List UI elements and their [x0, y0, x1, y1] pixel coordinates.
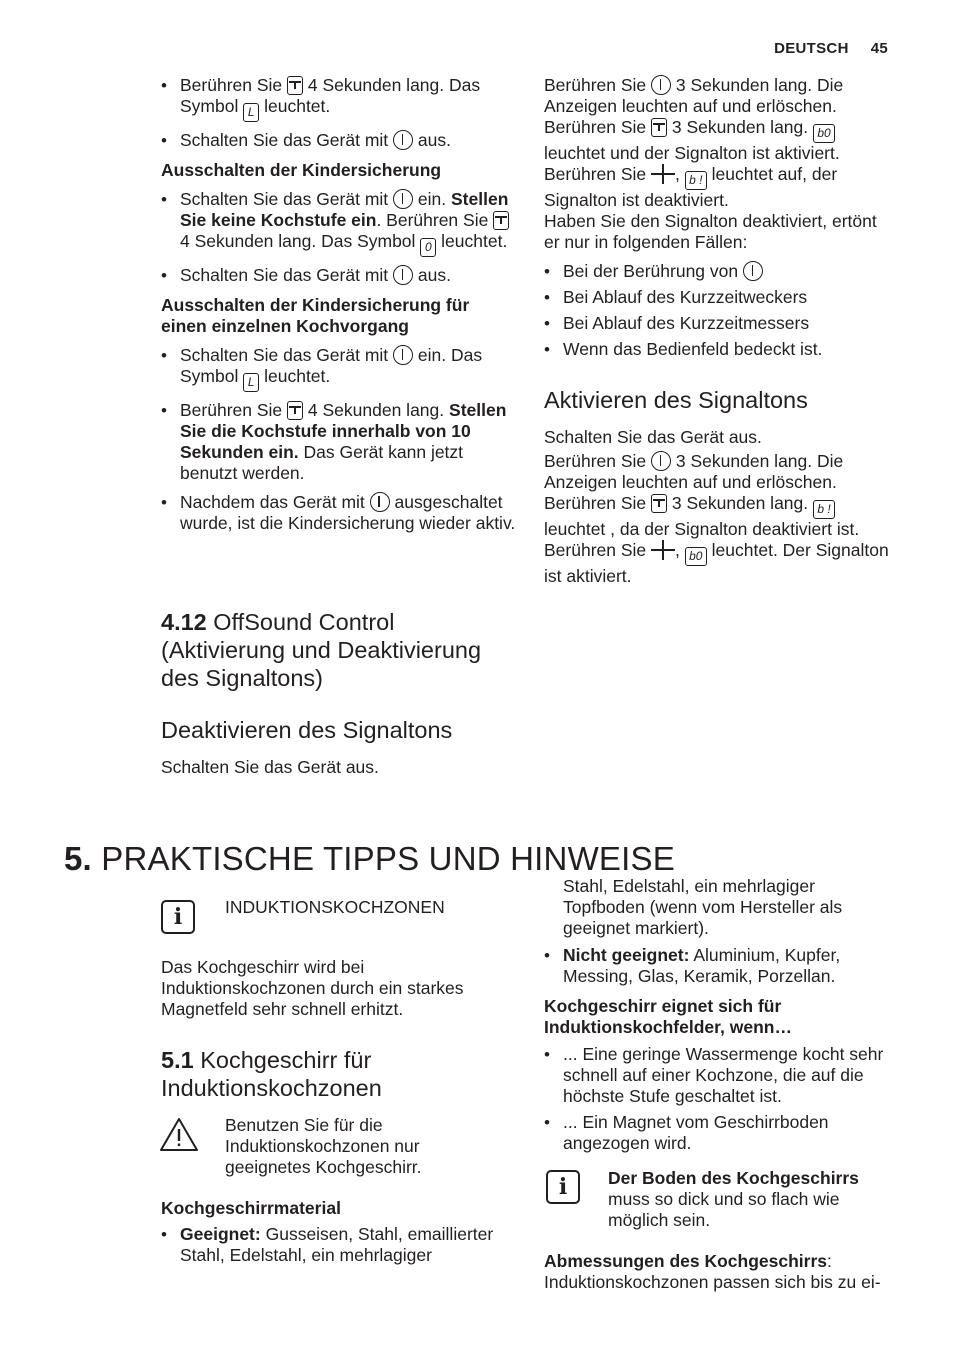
- section-5-1-heading: 5.1 Kochgeschirr für Induktionskochzonen: [161, 1047, 382, 1101]
- display-b0-icon: b0: [813, 124, 835, 143]
- deactivate-text: Schalten Sie das Gerät aus.: [161, 757, 379, 777]
- deactivate-heading: Deaktivieren des Signaltons: [161, 717, 453, 743]
- suitability-subheading: Kochgeschirr eignet sich für Induktionskochfelder, wenn…: [544, 996, 792, 1037]
- list-item: • Berühren Sie 4 Sekunden lang. Stellen Sie die Kochstufe innerhalb von 10 Sekunden ein. Das Gerät kann jetzt benutzt werden.: [161, 400, 516, 484]
- plus-icon: [651, 164, 675, 184]
- lock-key-icon: [651, 118, 667, 137]
- info-text: INDUKTIONSKOCHZONEN: [225, 897, 445, 917]
- list-item: • Schalten Sie das Gerät mit ein. Stellen Sie keine Kochstufe ein. Berühren Sie 4 Sekunden lang. Das Symbol 0 leuchtet.: [161, 189, 516, 257]
- info-icon: i: [546, 1170, 580, 1204]
- list-item: • ... Ein Magnet vom Geschirrboden angezogen wird.: [544, 1112, 896, 1154]
- list-item-geeignet-continued: • Stahl, Edelstahl, ein mehrlagiger Topfboden (wenn vom Hersteller als geeignet markiert).: [544, 876, 886, 940]
- left-column: [161, 75, 516, 534]
- power-icon: [743, 261, 763, 281]
- lock-key-icon: [287, 401, 303, 420]
- display-l-icon: L: [243, 103, 259, 122]
- paragraph: Haben Sie den Signalton deaktiviert, ertönt er nur in folgenden Fällen:: [544, 211, 877, 252]
- subheading: Ausschalten der Kindersicherung für einen einzelnen Kochvorgang: [161, 295, 470, 336]
- list-item: • Schalten Sie das Gerät mit aus.: [161, 130, 516, 151]
- list-item: • ... Eine geringe Wassermenge kocht sehr schnell auf einer Kochzone, die auf die höchste Stufe geschaltet ist.: [544, 1044, 896, 1107]
- warning-text: Benutzen Sie für die Induktionskochzonen nur geeignetes Kochgeschirr.: [225, 1115, 422, 1177]
- list-item: • Schalten Sie das Gerät mit ein. Das Symbol L leuchtet.: [161, 345, 516, 392]
- power-icon: [370, 492, 390, 512]
- suitability-list: [544, 1044, 896, 1154]
- power-icon: [651, 75, 671, 95]
- list-item: • Nachdem das Gerät mit ausgeschaltet wurde, ist die Kindersicherung wieder aktiv.: [161, 492, 516, 534]
- info-text: Der Boden des Kochgeschirrs muss so dick und so flach wie möglich sein.: [608, 1168, 859, 1230]
- list-item: • Berühren Sie 4 Sekunden lang. Das Symbol L leuchtet.: [161, 75, 516, 122]
- activate-heading: Aktivieren des Signaltons: [544, 387, 808, 413]
- lock-key-icon: [493, 211, 509, 230]
- list-item: • Schalten Sie das Gerät mit aus.: [161, 265, 516, 286]
- section-5-heading: 5. PRAKTISCHE TIPPS UND HINWEISE: [64, 840, 675, 877]
- power-icon: [393, 130, 413, 150]
- subheading: Ausschalten der Kindersicherung: [161, 160, 442, 180]
- lock-key-icon: [287, 76, 303, 95]
- display-b-off-icon: b !: [813, 500, 835, 519]
- activate-text: Schalten Sie das Gerät aus. Berühren Sie 3 Sekunden lang. Die Anzeigen leuchten auf und erlöschen. Berühren Sie 3 Sekunden lang. b ! leuchtet , da der Signalton deaktiviert ist. Berühren Sie , b0 leuchtet. Der Signalton ist aktiviert.: [544, 427, 889, 586]
- list-item: • Bei Ablauf des Kurzzeitweckers: [544, 287, 896, 308]
- display-b0-icon: b0: [685, 547, 707, 566]
- power-icon: [393, 265, 413, 285]
- section-4-12-heading: 4.12 OffSound Control (Aktivierung und Deaktivierung des Signaltons): [161, 609, 482, 691]
- power-icon: [651, 451, 671, 471]
- right-column: [544, 75, 896, 360]
- info-icon: i: [161, 900, 195, 934]
- power-icon: [393, 345, 413, 365]
- list-item-nicht-geeignet: • Nicht geeignet: Aluminium, Kupfer, Messing, Glas, Keramik, Porzellan.: [544, 945, 896, 987]
- display-b-off-icon: b !: [685, 171, 707, 190]
- page-header: [774, 38, 888, 59]
- intro-paragraph: Das Kochgeschirr wird bei Induktionskochzonen durch ein starkes Magnetfeld sehr schnell erhitzt.: [161, 957, 464, 1019]
- list-item: • Bei Ablauf des Kurzzeitmessers: [544, 313, 896, 334]
- list-item: • Wenn das Bedienfeld bedeckt ist.: [544, 339, 896, 360]
- page-number: 45: [870, 40, 888, 57]
- plus-icon: [651, 540, 675, 560]
- display-l-icon: L: [243, 373, 259, 392]
- display-zero-icon: 0: [420, 238, 436, 257]
- power-icon: [393, 189, 413, 209]
- list-item-geeignet: • Geeignet: Gusseisen, Stahl, emaillierter Stahl, Edelstahl, ein mehrlagiger: [161, 1224, 503, 1267]
- paragraph: Berühren Sie 3 Sekunden lang. Die Anzeigen leuchten auf und erlöschen. Berühren Sie 3 Sekunden lang. b0 leuchtet und der Signalton ist aktiviert. Berühren Sie , b ! leuchtet auf, der Signalton ist deaktiviert.: [544, 75, 844, 210]
- warning-icon: [159, 1117, 199, 1153]
- lock-key-icon: [651, 494, 667, 513]
- list-item: • Bei der Berührung von: [544, 261, 896, 282]
- dimensions-paragraph: Abmessungen des Kochgeschirrs: Induktionskochzonen passen sich bis zu ei-: [544, 1251, 881, 1292]
- material-subheading: Kochgeschirrmaterial: [161, 1198, 341, 1218]
- header-language: DEUTSCH: [774, 40, 849, 57]
